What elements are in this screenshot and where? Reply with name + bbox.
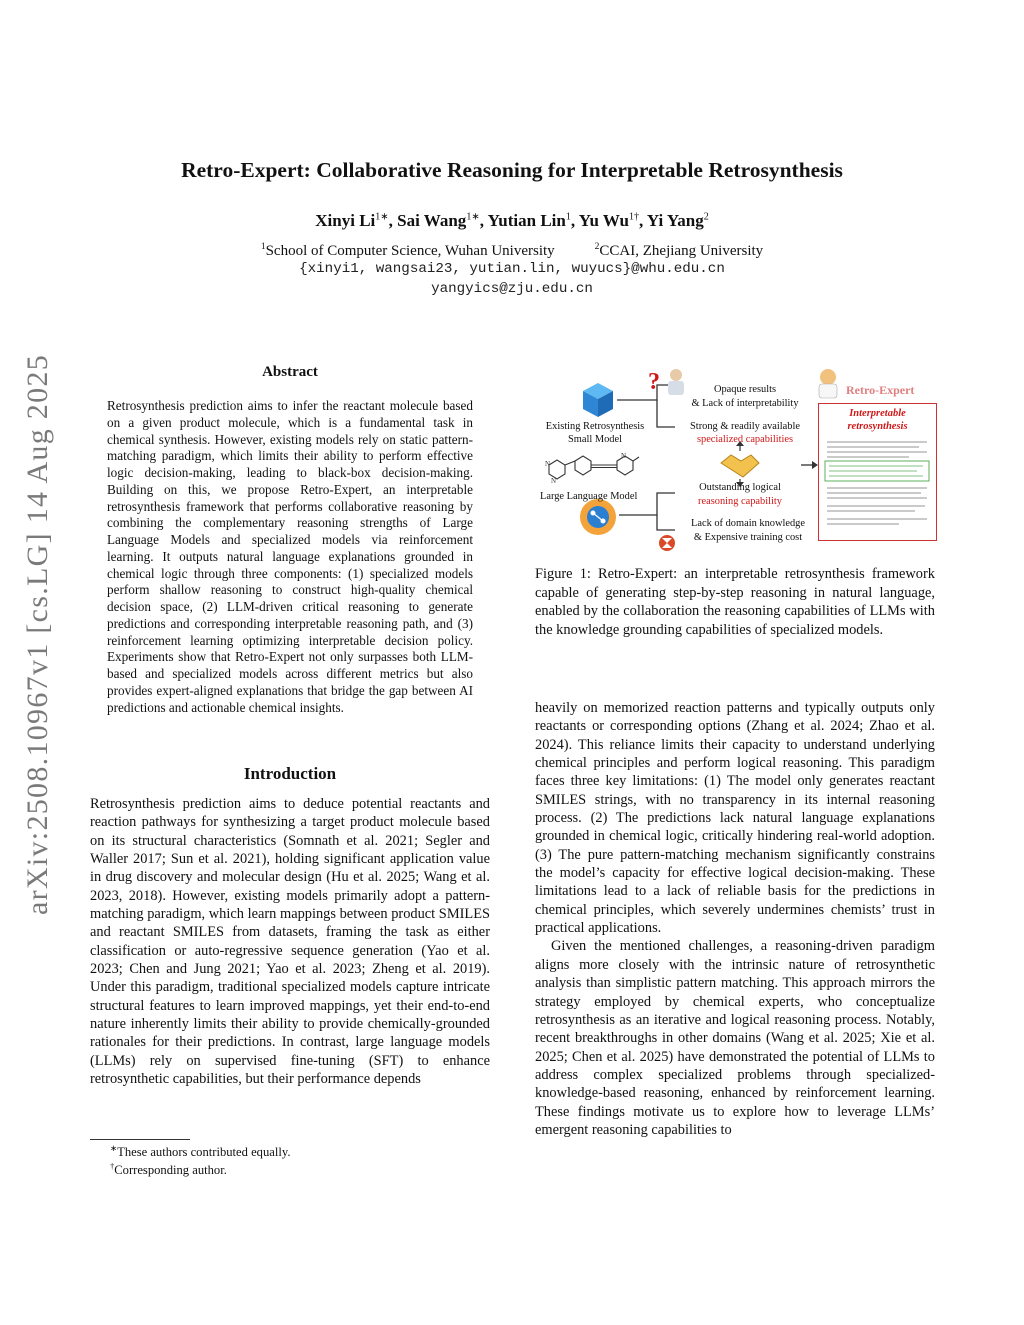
label-specialized-capabilities: specialized capabilities bbox=[696, 434, 794, 445]
footnote-mark: ∗ bbox=[110, 1143, 118, 1153]
figure-1-caption: Figure 1: Retro-Expert: an interpretable retrosynthesis framework capable of generating step-by-step reasoning in natural language, enabled by the collaboration the reasoning capabilities of LLMs with the knowledge grounding capabilities of specialized models. bbox=[535, 566, 935, 638]
paper-title: Retro-Expert: Collaborative Reasoning for Interpretable Retrosynthesis bbox=[181, 158, 843, 182]
connector-line bbox=[617, 385, 675, 400]
question-researcher-icon bbox=[648, 369, 684, 395]
author-mark: 2 bbox=[703, 211, 709, 223]
label-strong-available: Strong & readily available bbox=[690, 421, 800, 432]
author-name: Yu Wu bbox=[578, 211, 629, 230]
paragraph: Given the mentioned challenges, a reasoning-driven paradigm aligns more closely with the intrinsic nature of retrosynthetic analysis than simplistic pattern matching. This approach mirrors the strategy employed by chemical experts, who conceptualize retrosynthesis as an iterative and logical reasoning process. Notably, recent breakthroughs in other domains (Wang et al. 2025; Xie et al. 2025; Chen et al. 2025) have demonstrated the potential of LLMs to address complex specialized problems through specialized-knowledge-based reasoning, enhanced by reinforcement learning. These findings motivate us to explore how to leverage LLMs’ emergent reasoning capabilities to bbox=[535, 938, 935, 1138]
introduction-body: Retrosynthesis prediction aims to deduce potential reactants and reaction pathways for synthesizing a target product molecule based on its structural characteristics (Somnath et al. 2021; Segler and Waller 2017; Sun et al. 2021), holding significant application value in drug discovery and molecular design (Hu et al. 2025; Wang et al. 2023, 2018). However, existing models primarily adopt a pattern-matching paradigm, which learn mappings between product SMILES and reactant SMILES from datasets, framing the task as either classification or auto-regressive sequence generation (Yao et al. 2023; Chen and Jung 2021; Yao et al. 2023; Zheng et al. 2019). Under this paradigm, traditional specialized models capture intricate structural features to learn improved mappings, yet their end-to-end nature inherently limits their ability to provide chemically-grounded rationales for their predictions. In contrast, large language models (LLMs) rely on supervised fine-tuning (SFT) to enhance retrosynthetic capabilities, but their performance depends bbox=[90, 796, 490, 1088]
author-mark: 1 bbox=[565, 211, 571, 223]
affiliation-zju: CCAI, Zhejiang University bbox=[599, 243, 764, 259]
interpretable-retrosynthesis-card bbox=[818, 403, 937, 541]
email-line-whu: {xinyi1, wangsai23, yutian.lin, wuyucs}@whu.edu.cn bbox=[299, 261, 725, 277]
footnote-mark: † bbox=[110, 1161, 115, 1171]
affiliations bbox=[0, 242, 1024, 260]
footnote-text: Corresponding author. bbox=[114, 1163, 227, 1178]
question-mark: ? bbox=[648, 369, 660, 395]
footnote-text: These authors contributed equally. bbox=[117, 1145, 291, 1160]
label-existing-small-model: Existing Retrosynthesis Small Model bbox=[545, 421, 645, 445]
label-lack-domain-knowledge: Lack of domain knowledge bbox=[691, 518, 805, 529]
affiliation-mark: 2 bbox=[594, 242, 600, 252]
label-lack-interpretability: & Lack of interpretability bbox=[691, 398, 799, 409]
label-reasoning-capability: reasoning capability bbox=[698, 496, 782, 507]
label-expensive-cost: & Expensive training cost bbox=[693, 532, 803, 543]
atom-label-N: N bbox=[545, 460, 551, 468]
author-name: Yutian Lin bbox=[487, 211, 566, 230]
connector-line bbox=[657, 515, 675, 530]
paragraph: heavily on memorized reaction patterns and typically outputs only reactants or corresponding options (Zhang et al. 2024; Zhao et al. 2024). This reliance limits their capacity to understand underlying chemical principles and perform logical reasoning. This paradigm faces three key limitations: (1) The model only generates reactant SMILES strings, with no transparency in its internal reasoning process. (2) The predictions lack natural language explanations grounded in chemical logic, critically hindering real-world adoption. (3) The pure pattern-matching mechanism significantly constrains the model’s capacity for effective logical decision-making. These limitations lead to a lack of reliable basis for the predictions in chemical principles, which severely undermines chemists’ trust in practical applications. bbox=[535, 700, 935, 937]
affiliation-wuhan: School of Computer Science, Wuhan University bbox=[265, 243, 555, 259]
arxiv-identifier: arXiv:2508.10967v1 [cs.LG] 14 Aug 2025 bbox=[21, 353, 54, 915]
right-column-body bbox=[535, 699, 935, 1139]
author-mark: 1∗ bbox=[466, 211, 480, 223]
llm-brain-icon bbox=[580, 499, 616, 535]
cost-hourglass-icon bbox=[659, 535, 675, 551]
introduction-heading: Introduction bbox=[243, 764, 337, 783]
abstract-body: Retrosynthesis prediction aims to infer the reactant molecule based on a given product molecule, which is a fundamental task in chemical synthesis. However, existing models rely on static pattern-matching paradigm, which limits their ability to perform effective logic decision-making, leading to black-box decision-making. Building on this, we propose Retro-Expert, an interpretable retrosynthesis framework that performs collaborative reasoning by combining the complementary reasoning strengths of Large Language Models and specialized models via reinforcement learning. It outputs natural language explanations grounded in chemical logic through three components: (1) specialized models perform shallow reasoning to construct high-quality chemical decision space, (2) LLM-driven critical reasoning to generate predictions and corresponding interpretable reasoning path, and (3) reinforcement learning optimizing interpretable decision policy. Experiments show that Retro-Expert not only surpasses both LLM-based and specialized models across different metrics but also provides expert-aligned explanations that bridge the gap between AI predictions and actionable chemical insights. bbox=[107, 398, 473, 715]
footnote-corresponding bbox=[90, 1161, 510, 1178]
label-llm: Large Language Model bbox=[540, 491, 638, 502]
atom-label-N: N bbox=[551, 477, 557, 485]
footnote-equal-contribution bbox=[90, 1143, 510, 1160]
card-text-lines bbox=[819, 436, 936, 536]
retro-expert-label: Retro-Expert bbox=[846, 383, 915, 397]
affiliation-mark: 1 bbox=[260, 242, 266, 252]
atom-label-N: N bbox=[621, 452, 627, 460]
footnote-rule bbox=[90, 1139, 190, 1140]
label-outstanding-logical: Outstanding logical bbox=[699, 482, 781, 493]
author-mark: 1∗ bbox=[375, 211, 389, 223]
author-mark: 1† bbox=[629, 211, 639, 223]
connector-line bbox=[657, 400, 675, 427]
expert-chemist-icon bbox=[819, 369, 837, 398]
author-name: Xinyi Li bbox=[315, 211, 376, 230]
author-name: Sai Wang bbox=[397, 211, 467, 230]
handshake-icon bbox=[721, 455, 759, 477]
abstract-heading: Abstract bbox=[262, 364, 318, 380]
author-name: Yi Yang bbox=[646, 211, 704, 230]
email-line-zju: yangyics@zju.edu.cn bbox=[431, 281, 593, 297]
cube-icon bbox=[583, 383, 613, 417]
author-list: Xinyi $Li^{1∗}$, Sai Wang$^{1∗}$, Yutian Lin$^1$, Yu $Wu^{1\dagger}$, Yi Yang$^2$ bbox=[315, 211, 709, 230]
card-title: Interpretable retrosynthesis bbox=[847, 408, 908, 432]
label-opaque: Opaque results bbox=[713, 384, 777, 395]
